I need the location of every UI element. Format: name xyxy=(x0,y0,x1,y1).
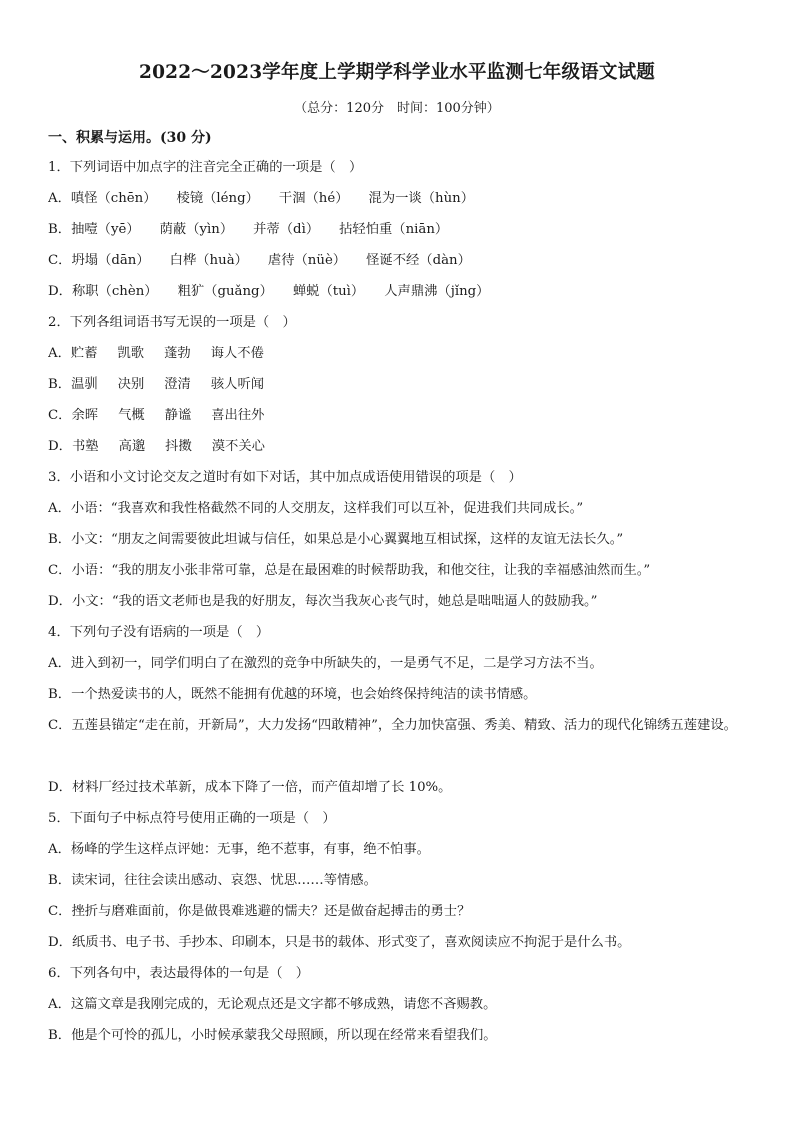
option-text: D．书塾 xyxy=(48,439,99,454)
option-text: 虐待（nüè） xyxy=(267,253,347,268)
question-1-option-a xyxy=(48,183,748,214)
option-text: 气概 xyxy=(118,408,145,423)
option-text: 高邈 xyxy=(118,439,146,454)
question-2-option-a xyxy=(48,338,748,369)
question-3-option-c: C．小语：“我的朋友小张非常可靠，总是在最困难的时候帮助我，和他交往，让我的幸福感油然而生。” xyxy=(48,563,651,578)
option-text: 棱镜（léng） xyxy=(176,191,259,206)
question-1-option-b xyxy=(48,214,748,245)
question-2-option-d xyxy=(48,431,748,462)
question-5-option-a: A．杨峰的学生这样点评她：无事，绝不惹事，有事，绝不怕事。 xyxy=(48,842,430,857)
exam-info: （总分：120分 时间：100分钟） xyxy=(294,101,500,116)
option-text: D．称职（chèn） xyxy=(48,284,158,299)
question-6-option-a: A．这篇文章是我刚完成的，无论观点还是文字都不够成熟，请您不吝赐教。 xyxy=(48,997,497,1012)
question-4-option-d: D．材料厂经过技术革新，成本下降了一倍，而产值却增了长 10%。 xyxy=(48,780,452,795)
page-title: 2022～2023学年度上学期学科学业水平监测七年级语文试题 xyxy=(139,62,655,83)
section-heading: 一、积累与运用。(30 分) xyxy=(48,130,212,146)
question-1-option-c xyxy=(48,245,748,276)
option-text: 并蒂（dì） xyxy=(253,222,320,237)
question-5-option-d: D．纸质书、电子书、手抄本、印刷本，只是书的载体、形式变了，喜欢阅读应不拘泥于是什么书。 xyxy=(48,935,631,950)
question-3-option-a: A．小语：“我喜欢和我性格截然不同的人交朋友，这样我们可以互补，促进我们共同成长。” xyxy=(48,501,584,516)
option-text: A．嗔怪（chēn） xyxy=(48,191,157,206)
question-3-option-d: D．小文：“我的语文老师也是我的好朋友，每次当我灰心丧气时，她总是咄咄逼人的鼓励我。” xyxy=(48,594,598,609)
question-2-option-b xyxy=(48,369,748,400)
option-text: 喜出往外 xyxy=(211,408,265,423)
question-2-stem: 2．下列各组词语书写无误的一项是（ ） xyxy=(48,315,296,330)
option-text: 粗犷（guǎng） xyxy=(177,284,273,299)
option-text: A．贮蓄 xyxy=(48,346,98,361)
question-6-stem: 6．下列各句中，表达最得体的一句是（ ） xyxy=(48,966,310,981)
question-3-stem: 3．小语和小文讨论交友之道时有如下对话，其中加点成语使用错误的项是（ ） xyxy=(48,470,522,485)
option-text: C．坍塌（dān） xyxy=(48,253,150,268)
option-text: 拈轻怕重（niān） xyxy=(339,222,449,237)
option-text: 决别 xyxy=(117,377,145,392)
option-text: 怪诞不经（dàn） xyxy=(366,253,471,268)
question-4-option-b: B．一个热爱读书的人，既然不能拥有优越的环境，也会始终保持纯洁的读书情感。 xyxy=(48,687,537,702)
option-text: 抖擞 xyxy=(165,439,192,454)
option-text: B．抽噎（yē） xyxy=(48,222,140,237)
question-4-option-a: A．进入到初一，同学们明白了在激烈的竞争中所缺失的，一是勇气不足，二是学习方法不当。 xyxy=(48,656,603,671)
question-1-option-d xyxy=(48,276,748,307)
question-5-stem: 5．下面句子中标点符号使用正确的一项是（ ） xyxy=(48,811,336,826)
option-text: 凯歌 xyxy=(117,346,145,361)
question-4-option-c: C．五莲县锚定“走在前，开新局”，大力发扬“四敢精神”，全力加快富强、秀美、精致、活力的现代化锦绣五莲建设。 xyxy=(48,718,737,733)
option-text: 人声鼎沸（jǐng） xyxy=(384,284,490,299)
option-text: 骇人听闻 xyxy=(210,377,265,392)
option-text: 诲人不倦 xyxy=(210,346,264,361)
option-text: C．余晖 xyxy=(48,408,99,423)
question-4-stem: 4．下列句子没有语病的一项是（ ） xyxy=(48,625,270,640)
option-text: 荫蔽（yìn） xyxy=(159,222,234,237)
option-text: 澄清 xyxy=(164,377,191,392)
option-text: 蓬勃 xyxy=(164,346,191,361)
option-text: 蝉蜕（tuì） xyxy=(292,284,365,299)
question-2-option-c xyxy=(48,400,748,431)
question-3-option-b: B．小文：“朋友之间需要彼此坦诚与信任，如果总是小心翼翼地互相试探，这样的友谊无法长久。” xyxy=(48,532,624,547)
question-6-option-b: B．他是个可怜的孤儿，小时候承蒙我父母照顾，所以现在经常来看望我们。 xyxy=(48,1028,497,1043)
question-5-option-c: C．挫折与磨难面前，你是做畏难逃避的懦夫？还是做奋起搏击的勇士？ xyxy=(48,904,471,919)
question-5-option-b: B．读宋词，往往会读出感动、哀怨、忧思……等情感。 xyxy=(48,873,377,888)
option-text: 漠不关心 xyxy=(211,439,265,454)
question-1-stem: 1．下列词语中加点字的注音完全正确的一项是（ ） xyxy=(48,160,363,175)
option-text: 白桦（huà） xyxy=(169,253,248,268)
option-text: B．温驯 xyxy=(48,377,98,392)
questions xyxy=(48,152,748,1051)
option-text: 静谧 xyxy=(164,408,192,423)
option-text: 干涸（hé） xyxy=(278,191,349,206)
option-text: 混为一谈（hùn） xyxy=(368,191,475,206)
